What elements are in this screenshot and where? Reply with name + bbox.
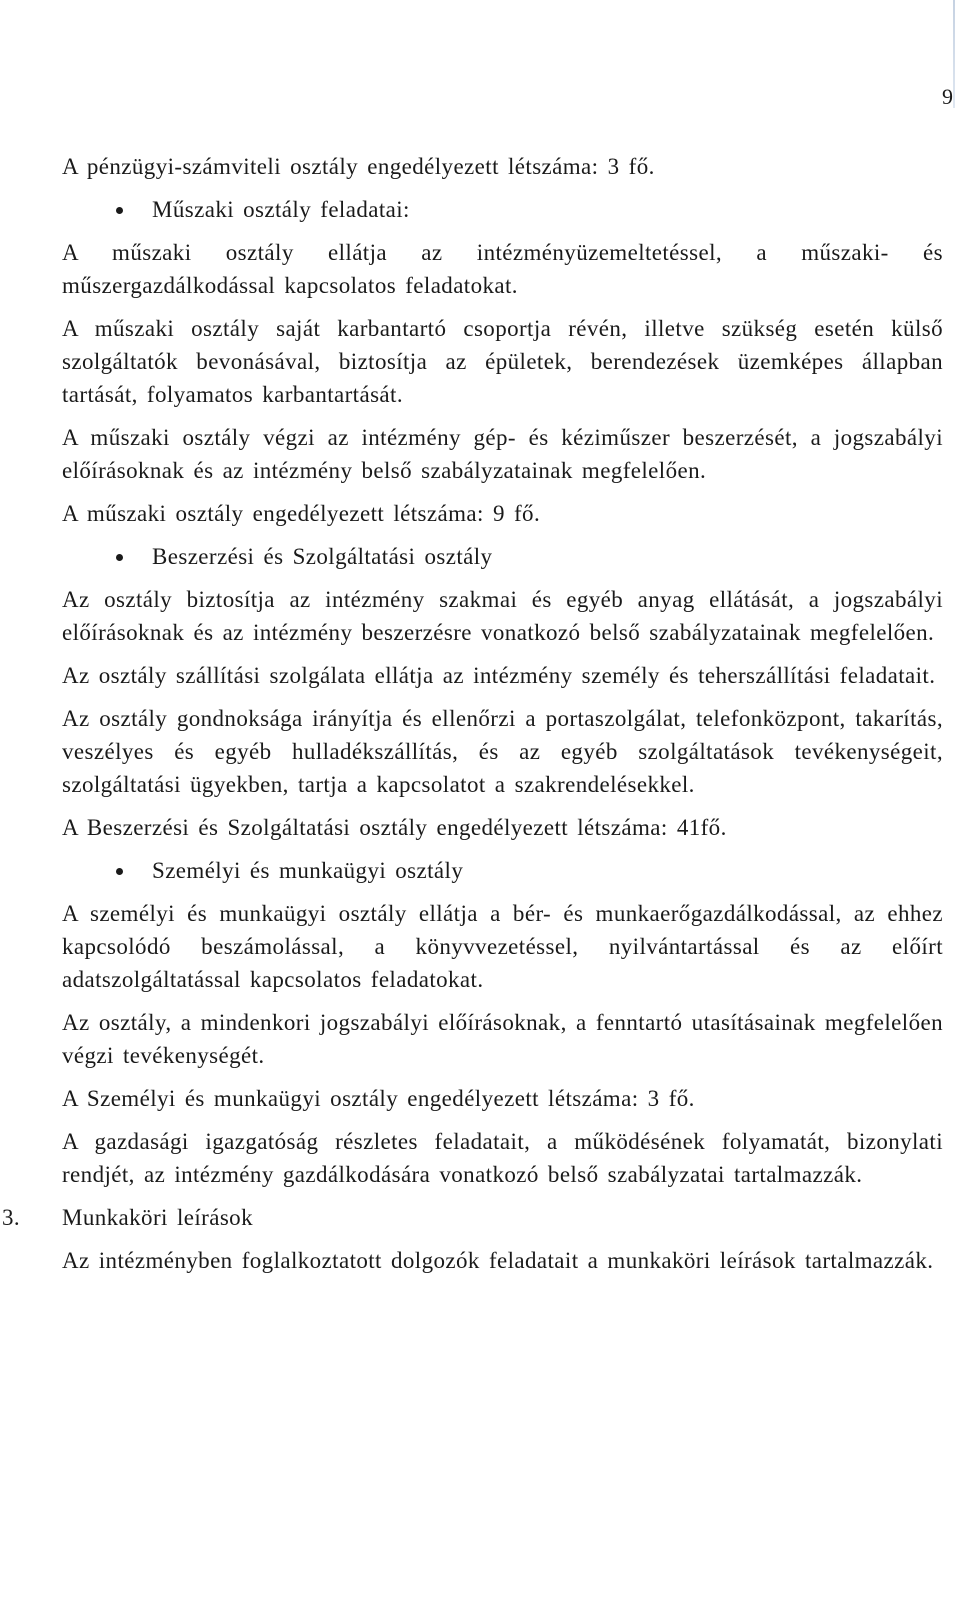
bullet-heading-text: Beszerzési és Szolgáltatási osztály [152, 544, 493, 569]
page-edge-line [953, 0, 955, 108]
paragraph: A műszaki osztály végzi az intézmény gép- és kéziműszer beszerzését, a jogszabályi előírásoknak és az intézmény belső szabályzatainak megfelelően. [62, 425, 943, 483]
paragraph: A gazdasági igazgatóság részletes feladatait, a működésének folyamatát, bizonylati rendjét, az intézmény gazdálkodására vonatkozó belső szabályzatai tartalmazzák. [62, 1129, 943, 1187]
paragraph: A műszaki osztály saját karbantartó csoportja révén, illetve szükség esetén külső szolgáltatók bevonásával, biztosítja az épületek, berendezések üzemképes állapban tartását, folyamatos karbantartását. [62, 316, 943, 407]
paragraph: A műszaki osztály engedélyezett létszáma: 9 fő. [62, 501, 541, 526]
section-number: 3. [2, 1205, 21, 1230]
bullet-heading [62, 193, 943, 226]
bullet-dot-icon [116, 868, 123, 875]
paragraph: A pénzügyi-számviteli osztály engedélyezett létszáma: 3 fő. [62, 154, 655, 179]
bullet-heading-text: Személyi és munkaügyi osztály [152, 858, 464, 883]
paragraph: Az osztály, a mindenkori jogszabályi előírásoknak, a fenntartó utasításainak megfelelően végzi tevékenységét. [62, 1010, 943, 1068]
numbered-heading [2, 1201, 943, 1234]
bullet-dot-icon [116, 207, 123, 214]
paragraph: Az osztály szállítási szolgálata ellátja az intézmény személy és teherszállítási feladatait. [62, 663, 936, 688]
numbered-heading-text: Munkaköri leírások [62, 1205, 253, 1230]
bullet-heading-text: Műszaki osztály feladatai: [152, 197, 410, 222]
document-body [2, 150, 943, 1287]
bullet-dot-icon [116, 554, 123, 561]
paragraph: A Beszerzési és Szolgáltatási osztály engedélyezett létszáma: 41fő. [62, 815, 727, 840]
paragraph: Az osztály gondnoksága irányítja és ellenőrzi a portaszolgálat, telefonközpont, takarítás, veszélyes és egyéb hulladékszállítás, és az egyéb szolgáltatások tevékenységeit, szolgáltatási ügyekben, tartja a kapcsolatot a szakrendelésekkel. [62, 706, 943, 797]
bullet-heading [62, 854, 943, 887]
paragraph: A személyi és munkaügyi osztály ellátja a bér- és munkaerőgazdálkodással, az ehhez kapcsolódó beszámolással, a könyvvezetéssel, nyilvántartással és az előírt adatszolgáltatással kapcsolatos feladatokat. [62, 901, 943, 992]
bullet-heading [62, 540, 943, 573]
paragraph: A műszaki osztály ellátja az intézményüzemeltetéssel, a műszaki- és műszergazdálkodással kapcsolatos feladatokat. [62, 240, 943, 298]
page-number: 9 [942, 84, 953, 109]
paragraph: A Személyi és munkaügyi osztály engedélyezett létszáma: 3 fő. [62, 1086, 695, 1111]
paragraph: Az osztály biztosítja az intézmény szakmai és egyéb anyag ellátását, a jogszabályi előírásoknak és az intézmény beszerzésre vonatkozó belső szabályzatainak megfelelően. [62, 587, 943, 645]
paragraph: Az intézményben foglalkoztatott dolgozók feladatait a munkaköri leírások tartalmazzák. [62, 1248, 934, 1273]
